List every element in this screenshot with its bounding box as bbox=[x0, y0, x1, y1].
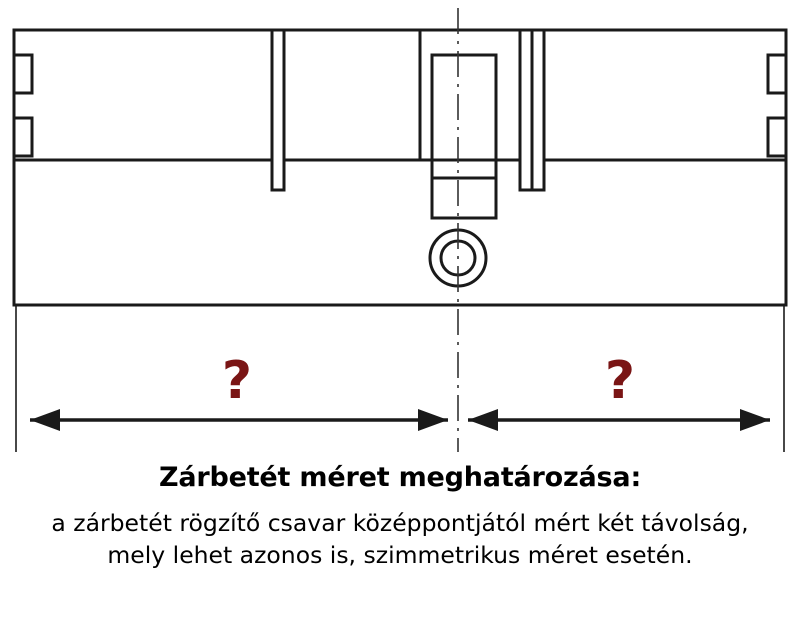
left-tab-upper bbox=[14, 55, 32, 93]
arrowhead-left-outer bbox=[30, 409, 60, 431]
caption-line-2: mely lehet azonos is, szimmetrikus méret esetén. bbox=[107, 541, 693, 570]
right-tab-lower bbox=[768, 118, 786, 156]
right-tab-upper bbox=[768, 55, 786, 93]
caption-body bbox=[0, 494, 800, 571]
right-dimension-label: ? bbox=[604, 351, 636, 411]
cam-inner-block bbox=[432, 55, 496, 160]
caption-block bbox=[0, 462, 800, 572]
arrowhead-left-inner bbox=[418, 409, 448, 431]
cam-lower-block bbox=[432, 160, 496, 218]
left-tab-lower bbox=[14, 118, 32, 156]
cylinder-left-barrel bbox=[14, 30, 272, 160]
arrowhead-right-inner bbox=[468, 409, 498, 431]
cylinder-body bbox=[14, 160, 786, 305]
right-partition-a bbox=[520, 30, 532, 190]
left-partition bbox=[272, 30, 284, 190]
arrowhead-right-outer bbox=[740, 409, 770, 431]
cylinder-right-barrel bbox=[544, 30, 786, 160]
cylinder-center-left-section bbox=[284, 30, 420, 160]
left-dimension-label: ? bbox=[221, 351, 253, 411]
right-partition-b bbox=[532, 30, 544, 190]
caption-title: Zárbetét méret meghatározása: bbox=[158, 462, 642, 493]
caption-line-1: a zárbetét rögzítő csavar középpontjától mért két távolság, bbox=[51, 509, 749, 538]
